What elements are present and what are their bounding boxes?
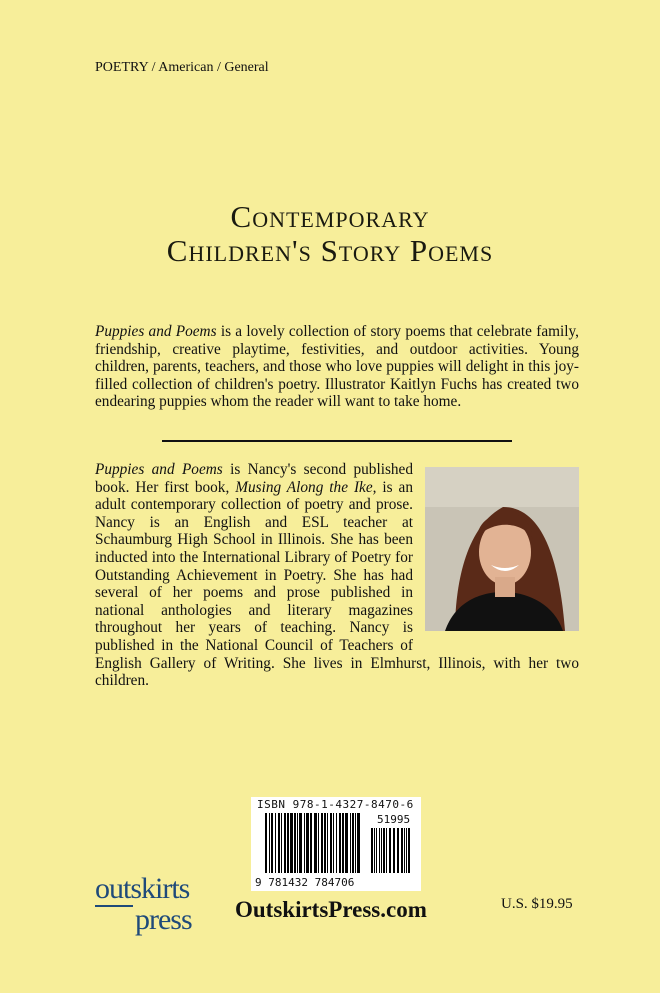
outskirts-press-logo xyxy=(95,874,205,936)
publisher-website: OutskirtsPress.com xyxy=(235,897,427,922)
barcode-bar xyxy=(299,813,302,873)
addon-bar xyxy=(371,828,373,873)
logo-rule xyxy=(95,905,133,907)
barcode-bar xyxy=(314,813,317,873)
barcode-bar xyxy=(336,813,337,873)
barcode-bar xyxy=(265,813,267,873)
barcode-bar xyxy=(342,813,344,873)
addon-bar xyxy=(404,828,405,873)
barcode-bar xyxy=(330,813,332,873)
addon-bar xyxy=(386,828,387,873)
blurb-paragraph xyxy=(95,323,579,411)
barcode-bar xyxy=(357,813,360,873)
barcode-bar xyxy=(350,813,351,873)
barcode-bar xyxy=(278,813,280,873)
barcode-bar xyxy=(297,813,298,873)
barcode-bar xyxy=(324,813,326,873)
barcode-bar xyxy=(321,813,323,873)
barcode-bar xyxy=(269,813,270,873)
barcode-bar xyxy=(352,813,354,873)
barcode-bar xyxy=(287,813,289,873)
author-bio xyxy=(95,461,579,690)
barcode-bar xyxy=(290,813,293,873)
addon-bar xyxy=(383,828,385,873)
logo-top-word: outskirts xyxy=(95,872,190,905)
barcode-bar xyxy=(271,813,273,873)
price: U.S. $19.95 xyxy=(501,896,573,912)
divider xyxy=(162,440,512,442)
barcode-bar xyxy=(304,813,305,873)
addon-bar xyxy=(381,828,382,873)
isbn-number: ISBN 978-1-4327-8470-6 xyxy=(257,798,414,811)
bio-text-a: is Nancy's second published book. Her first book, xyxy=(95,461,413,496)
barcode-bar xyxy=(294,813,296,873)
addon-bar xyxy=(401,828,403,873)
barcode-bar xyxy=(281,813,282,873)
addon-bar xyxy=(406,828,407,873)
author-photo xyxy=(425,467,579,631)
barcode-bar xyxy=(333,813,334,873)
barcode-bar xyxy=(275,813,276,873)
book-subtitle-heading xyxy=(0,200,660,268)
addon-bar xyxy=(393,828,395,873)
barcode-bar xyxy=(318,813,319,873)
title-line-2: Children's Story Poems xyxy=(166,233,494,268)
barcode-bar xyxy=(327,813,328,873)
logo-bottom-word: press xyxy=(135,903,192,936)
bio-text-b: is an adult contemporary collection of poetry and prose. Nancy is an English and ESL teacher at Schaumburg High School in Illinois. She has been inducted into the International Library of Poetry for Outstanding Achievement in Poetry. She has had several of her poems and prose published in national anthologies and literary magazines throughout her years of teaching. Nancy is published in the National Council of Teachers of English Gallery of Writing. She lives in Elmhurst, Illinois, with her two children. xyxy=(95,478,579,690)
addon-bar xyxy=(389,828,391,873)
addon-bar xyxy=(397,828,399,873)
blurb-text: is a lovely collection of story poems that celebrate family, friendship, creative playtime, festivities, and outdoor activities. Young children, parents, teachers, and those who love puppies will delight in this joy-filled collection of children's poetry. Illustrator Kaitlyn Fuchs has created two endearing puppies whom the reader will want to take home. xyxy=(95,323,579,411)
barcode-bar xyxy=(345,813,348,873)
barcode-bar xyxy=(339,813,341,873)
category-label: POETRY / American / General xyxy=(95,60,269,75)
bio-book-title: Puppies and Poems xyxy=(95,461,223,478)
addon-bar xyxy=(374,828,375,873)
addon-bar xyxy=(408,828,410,873)
addon-bar xyxy=(379,828,380,873)
isbn-barcode xyxy=(251,797,421,891)
title-line-1: Contemporary xyxy=(230,199,430,234)
barcode-bar xyxy=(310,813,312,873)
bio-first-book: Musing Along the Ike, xyxy=(235,478,377,496)
blurb-book-title: Puppies and Poems xyxy=(95,323,217,340)
barcode-bar xyxy=(355,813,356,873)
addon-bar xyxy=(376,828,377,873)
barcode-bar xyxy=(284,813,286,873)
ean-digits: 9 781432 784706 xyxy=(255,876,355,889)
price-code: 51995 xyxy=(377,813,411,826)
barcode-bar xyxy=(306,813,309,873)
